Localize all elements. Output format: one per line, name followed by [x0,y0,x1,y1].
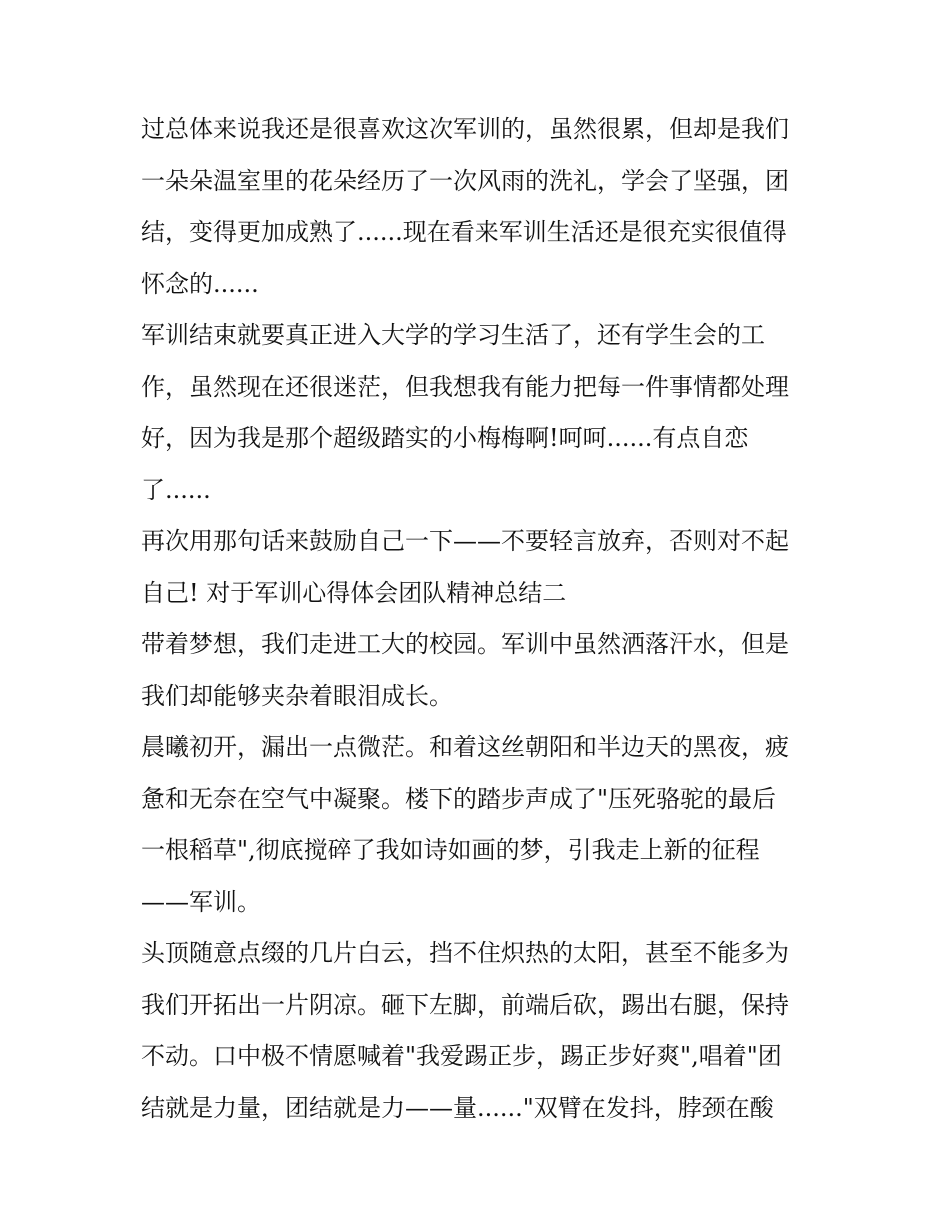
text-line: 带着梦想，我们走进工大的校园。军训中虽然洒落汗水，但是 [141,630,789,658]
text-line: 不动。口中极不情愿喊着"我爱踢正步，踢正步好爽",唱着"团 [141,1042,782,1070]
body-text [141,104,821,1134]
text-line: 一根稻草",彻底搅碎了我如诗如画的梦，引我走上新的征程 [141,836,760,864]
text-line: 再次用那句话来鼓励自己一下——不要轻言放弃，否则对不起 [141,527,789,555]
text-line: 过总体来说我还是很喜欢这次军训的，虽然很累，但却是我们 [141,115,789,143]
text-line: 好，因为我是那个超级踏实的小梅梅啊!呵呵......有点自恋 [141,424,749,452]
text-line: 军训结束就要真正进入大学的学习生活了，还有学生会的工 [141,321,765,349]
text-line: 自己! 对于军训心得体会团队精神总结二 [141,578,567,607]
text-line: 怀念的...... [141,269,259,298]
text-line: 结，变得更加成熟了......现在看来军训生活还是很充实很值得 [141,218,787,246]
text-line: 头顶随意点缀的几片白云，挡不住炽热的太阳，甚至不能多为 [141,939,789,967]
text-line: 晨曦初开，漏出一点微茫。和着这丝朝阳和半边天的黑夜，疲 [141,733,789,761]
text-line: 作，虽然现在还很迷茫，但我想我有能力把每一件事情都处理 [141,372,789,401]
text-line: 一朵朵温室里的花朵经历了一次风雨的洗礼，学会了坚强，团 [141,166,789,195]
text-line: 结就是力量，团结就是力——量......"双臂在发抖，脖颈在酸 [141,1093,774,1122]
text-line: 惫和无奈在空气中凝聚。楼下的踏步声成了"压死骆驼的最后 [141,784,777,813]
text-line: 了...... [141,475,211,504]
text-line: 我们却能够夹杂着眼泪成长。 [141,681,453,710]
text-line: ——军训。 [141,887,261,916]
text-line: 我们开拓出一片阴凉。砸下左脚，前端后砍，踢出右腿，保持 [141,990,789,1019]
